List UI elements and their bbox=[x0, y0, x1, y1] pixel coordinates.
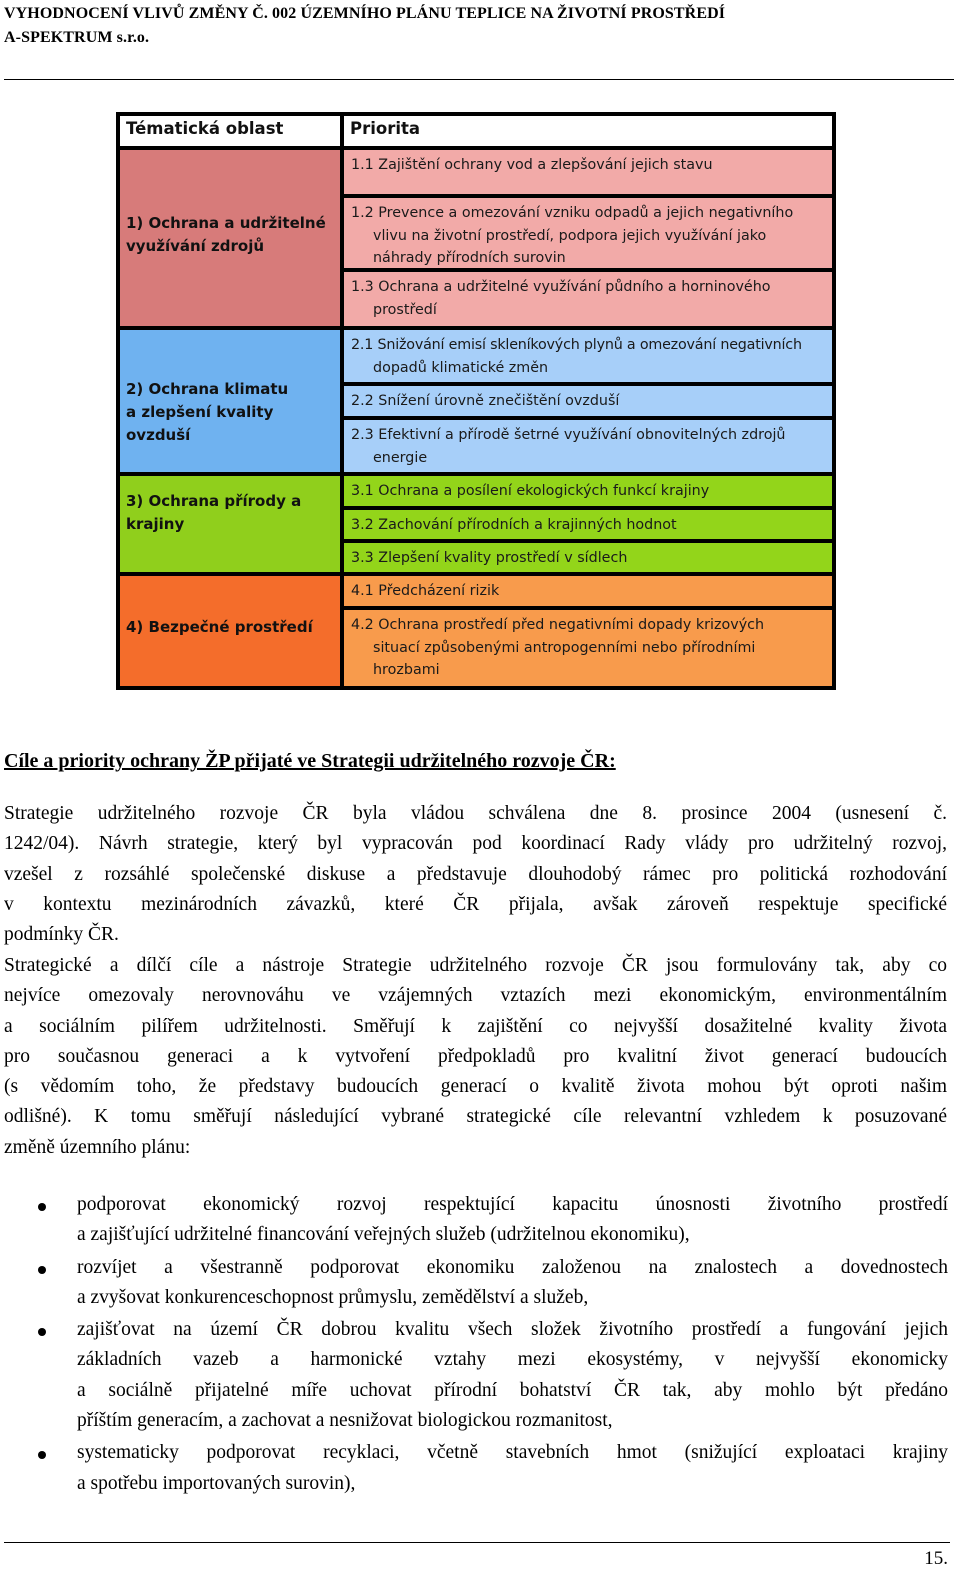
list-item-line: příštím generacím, a zachovat a nesnižovat biologickou rozmanitost, bbox=[77, 1410, 613, 1432]
list-item-line: systematicky podporovat recyklaci, včetně stavebních hmot (snižující exploataci krajiny bbox=[77, 1442, 948, 1464]
footer-rule bbox=[4, 1542, 950, 1543]
list-item bbox=[0, 1190, 948, 1251]
priority-4-2-line-2: situací způsobenými antropogenními nebo přírodními bbox=[373, 639, 756, 656]
area-1-line-2: využívání zdrojů bbox=[126, 237, 265, 255]
area-2-line-2: a zlepšení kvality ovzduší bbox=[126, 403, 274, 444]
page-number: 15. bbox=[924, 1548, 948, 1569]
priority-3-1-line: 3.1 Ochrana a posílení ekologických funkcí krajiny bbox=[351, 483, 710, 499]
priority-2-1-line-1: 2.1 Snižování emisí skleníkových plynů a omezování negativních bbox=[351, 337, 802, 353]
list-item bbox=[0, 1253, 948, 1314]
area-1 bbox=[120, 150, 340, 326]
priority-4-2-line-3: hrozbami bbox=[373, 662, 440, 678]
area-2 bbox=[120, 330, 340, 472]
paragraph-2-line: Strategické a dílčí cíle a nástroje Strategie udržitelného rozvoje ČR jsou formulovány tak, aby co bbox=[4, 955, 947, 976]
list-item-line: základních vazeb a harmonické vztahy mezi ekosystémy, v nejvyšší ekonomicky bbox=[77, 1349, 948, 1371]
list-item-line: podporovat ekonomický rozvoj respektující kapacitu únosnosti životního prostředí bbox=[77, 1194, 948, 1215]
list-item bbox=[0, 1438, 948, 1499]
table-head-area: Tématická oblast bbox=[120, 116, 340, 146]
priority-table bbox=[116, 112, 836, 690]
list-item-line: rozvíjet a všestranně podporovat ekonomiku založenou na znalostech a dovednostech bbox=[77, 1256, 948, 1278]
paragraph-2-line: odlišné). K tomu směřují následující vybrané strategické cíle relevantní vzhledem k posuzované bbox=[4, 1106, 947, 1128]
priority-2-2 bbox=[344, 386, 832, 416]
priority-3-2-line: 3.2 Zachování přírodních a krajinných hodnot bbox=[351, 517, 677, 533]
area-1-line-1: 1) Ochrana a udržitelné bbox=[126, 214, 326, 232]
priority-4-2-line-1: 4.2 Ochrana prostředí před negativními dopady krizových bbox=[351, 617, 765, 633]
priority-1-2 bbox=[344, 198, 832, 268]
page-header bbox=[4, 2, 952, 50]
area-4-line-1: 4) Bezpečné prostředí bbox=[126, 618, 313, 636]
priority-1-2-line-1: 1.2 Prevence a omezování vzniku odpadů a jejich negativního bbox=[351, 205, 794, 221]
area-3-line-2: krajiny bbox=[126, 515, 185, 533]
paragraph-2-line: nejvíce omezovaly nerovnováhu ve vzájemných vztazích mezi ekonomickým, environmentálním bbox=[4, 985, 947, 1007]
paragraph-1-line: podmínky ČR. bbox=[4, 924, 119, 946]
area-3-line-1: 3) Ochrana přírody a bbox=[126, 492, 302, 510]
priority-2-1-line-2: dopadů klimatické změn bbox=[373, 359, 549, 376]
bullet-icon bbox=[38, 1266, 46, 1274]
header-rule bbox=[4, 79, 954, 80]
paragraph-2-line: změně územního plánu: bbox=[4, 1136, 191, 1158]
bullet-icon bbox=[38, 1451, 46, 1459]
paragraph-1-line: Strategie udržitelného rozvoje ČR byla vládou schválena dne 8. prosince 2004 (usnesení č. bbox=[4, 803, 947, 824]
paragraph-2 bbox=[4, 951, 947, 1163]
list-item-line: a zvyšovat konkurenceschopnost průmyslu, zemědělství a služeb, bbox=[77, 1286, 589, 1308]
header-company: A-SPEKTRUM s.r.o. bbox=[4, 29, 150, 46]
paragraph-2-line: a sociálním pilířem udržitelnosti. Směřují k zajištění co nejvyšší dosažitelné kvality života bbox=[4, 1015, 947, 1037]
paragraph-2-line: pro současnou generaci a k vytvoření předpokladů pro kvalitní život generací budoucích bbox=[4, 1045, 947, 1067]
priority-3-1 bbox=[344, 476, 832, 506]
priority-1-2-line-2: vlivu na životní prostředí, podpora jejich využívání jako bbox=[373, 227, 767, 244]
priority-1-3-line-2: prostředí bbox=[373, 301, 437, 318]
paragraph-1-line: v kontextu mezinárodních závazků, které ČR přijala, avšak zároveň respektuje specifické bbox=[4, 893, 947, 915]
paragraph-1-line: vzešel z rozsáhlé společenské diskuse a představuje dlouhodobý rámec pro politická rozhodování bbox=[4, 863, 947, 885]
area-4 bbox=[120, 576, 340, 686]
priority-2-3-line-1: 2.3 Efektivní a přírodě šetrné využívání obnovitelných zdrojů bbox=[351, 427, 786, 443]
priority-1-2-line-3: náhrady přírodních surovin bbox=[373, 250, 566, 266]
bullet-icon bbox=[38, 1203, 46, 1211]
list-item bbox=[0, 1315, 948, 1436]
priority-2-3 bbox=[344, 420, 832, 472]
priority-1-1-line: 1.1 Zajištění ochrany vod a zlepšování jejich stavu bbox=[351, 157, 713, 173]
priority-3-3 bbox=[344, 543, 832, 572]
priority-1-1 bbox=[344, 150, 832, 194]
list-item-line: zajišťovat na území ČR dobrou kvalitu všech složek životního prostředí a fungování jejich bbox=[77, 1319, 948, 1341]
priority-3-3-line: 3.3 Zlepšení kvality prostředí v sídlech bbox=[351, 550, 628, 566]
list-item-line: a zajišťující udržitelné financování veřejných služeb (udržitelnou ekonomiku), bbox=[77, 1224, 690, 1246]
priority-1-3-line-1: 1.3 Ochrana a udržitelné využívání půdního a horninového bbox=[351, 279, 771, 295]
paragraph-1-line: 1242/04). Návrh strategie, který byl vypracován pod koordinací Rady vlády pro udržitelný rozvoj, bbox=[4, 833, 947, 855]
priority-4-2 bbox=[344, 610, 832, 686]
paragraph-1 bbox=[4, 799, 947, 950]
list-item-line: a sociálně přijatelné míře uchovat přírodní bohatství ČR tak, aby mohlo být předáno bbox=[77, 1379, 948, 1401]
table-head-priority: Priorita bbox=[344, 116, 832, 146]
priority-1-3 bbox=[344, 272, 832, 326]
header-title: VYHODNOCENÍ VLIVŮ ZMĚNY Č. 002 ÚZEMNÍHO PLÁNU TEPLICE NA ŽIVOTNÍ PROSTŘEDÍ bbox=[4, 5, 726, 22]
priority-4-1 bbox=[344, 576, 832, 606]
area-3 bbox=[120, 476, 340, 572]
area-2-line-1: 2) Ochrana klimatu bbox=[126, 380, 289, 398]
priority-2-2-line: 2.2 Snížení úrovně znečištění ovzduší bbox=[351, 393, 620, 409]
list-item-line: a spotřebu importovaných surovin), bbox=[77, 1472, 356, 1494]
priority-3-2 bbox=[344, 510, 832, 539]
priority-4-1-line: 4.1 Předcházení rizik bbox=[351, 583, 500, 599]
goals-list bbox=[0, 1190, 948, 1501]
priority-2-3-line-2: energie bbox=[373, 449, 428, 466]
section-title: Cíle a priority ochrany ŽP přijaté ve Strategii udržitelného rozvoje ČR: bbox=[4, 750, 616, 772]
bullet-icon bbox=[38, 1328, 46, 1336]
priority-2-1 bbox=[344, 330, 832, 382]
paragraph-2-line: (s vědomím toho, že představy budoucích generací o kvalitě života mohou být oproti našim bbox=[4, 1076, 947, 1098]
